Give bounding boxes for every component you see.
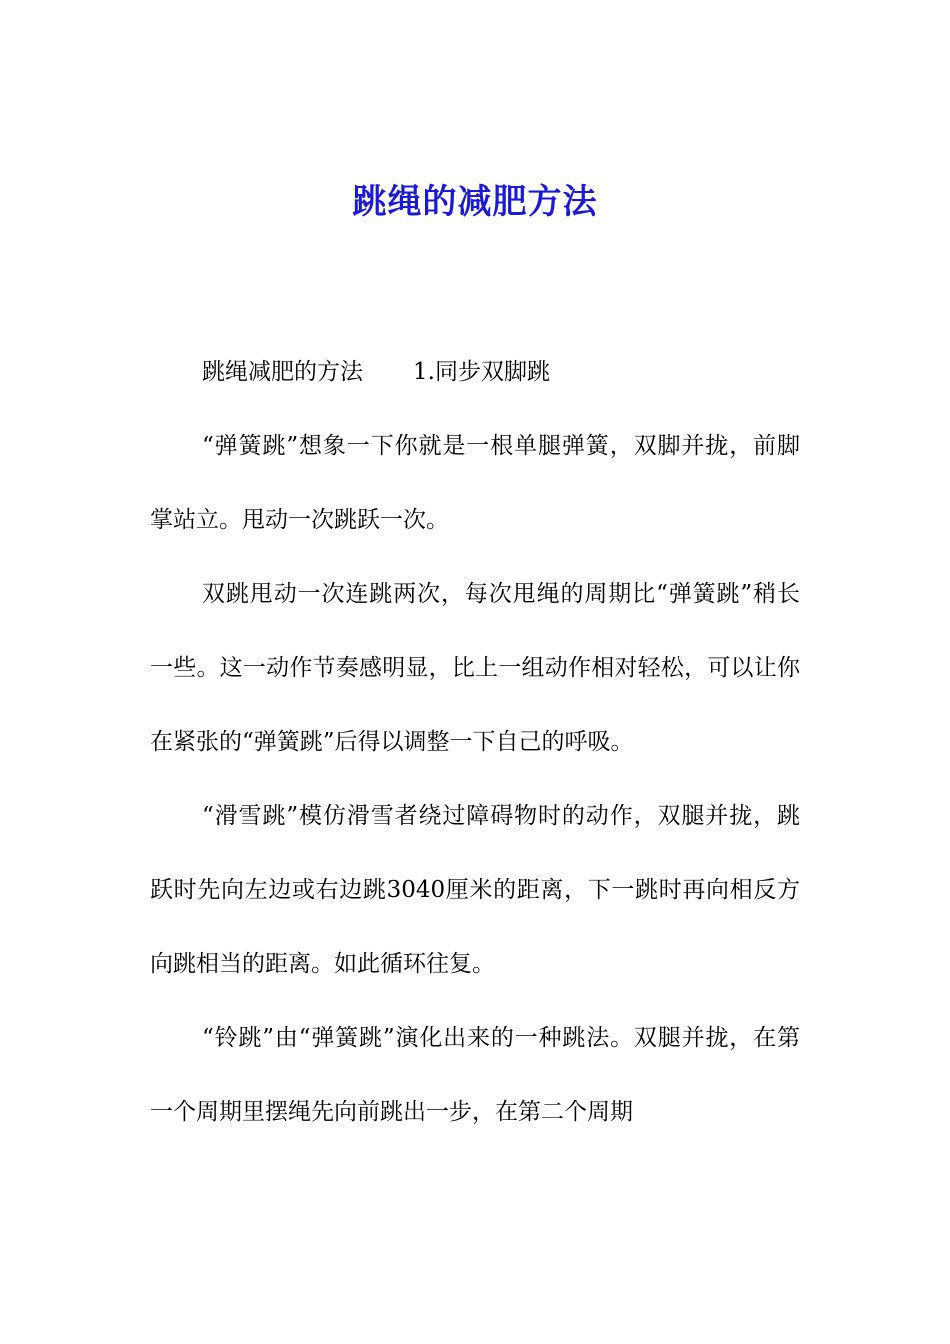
paragraph-double-jump: 双跳甩动一次连跳两次，每次甩绳的周期比“弹簧跳”稍长一些。这一动作节奏感明显，比上一组动作相对轻松，可以让你在紧张的“弹簧跳”后得以调整一下自己的呼吸。 <box>150 581 800 755</box>
document-body <box>150 335 800 1149</box>
paragraph-bell-jump: “铃跳”由“弹簧跳”演化出来的一种跳法。双腿并拢，在第一个周期里摆绳先向前跳出一步，在第二个周期 <box>150 1025 800 1125</box>
paragraph-spring-jump: “弹簧跳”想象一下你就是一根单腿弹簧，双脚并拢，前脚掌站立。甩动一次跳跃一次。 <box>150 433 800 533</box>
paragraph-ski-jump: “滑雪跳”模仿滑雪者绕过障碍物时的动作，双腿并拢，跳跃时先向左边或右边跳3040厘米的距离，下一跳时再向相反方向跳相当的距离。如此循环往复。 <box>150 803 800 977</box>
intro-heading: 跳绳减肥的方法 <box>202 359 363 385</box>
intro-paragraph <box>150 335 800 409</box>
document-title: 跳绳的减肥方法 <box>352 182 598 222</box>
intro-subheading: 1.同步双脚跳 <box>413 359 550 385</box>
